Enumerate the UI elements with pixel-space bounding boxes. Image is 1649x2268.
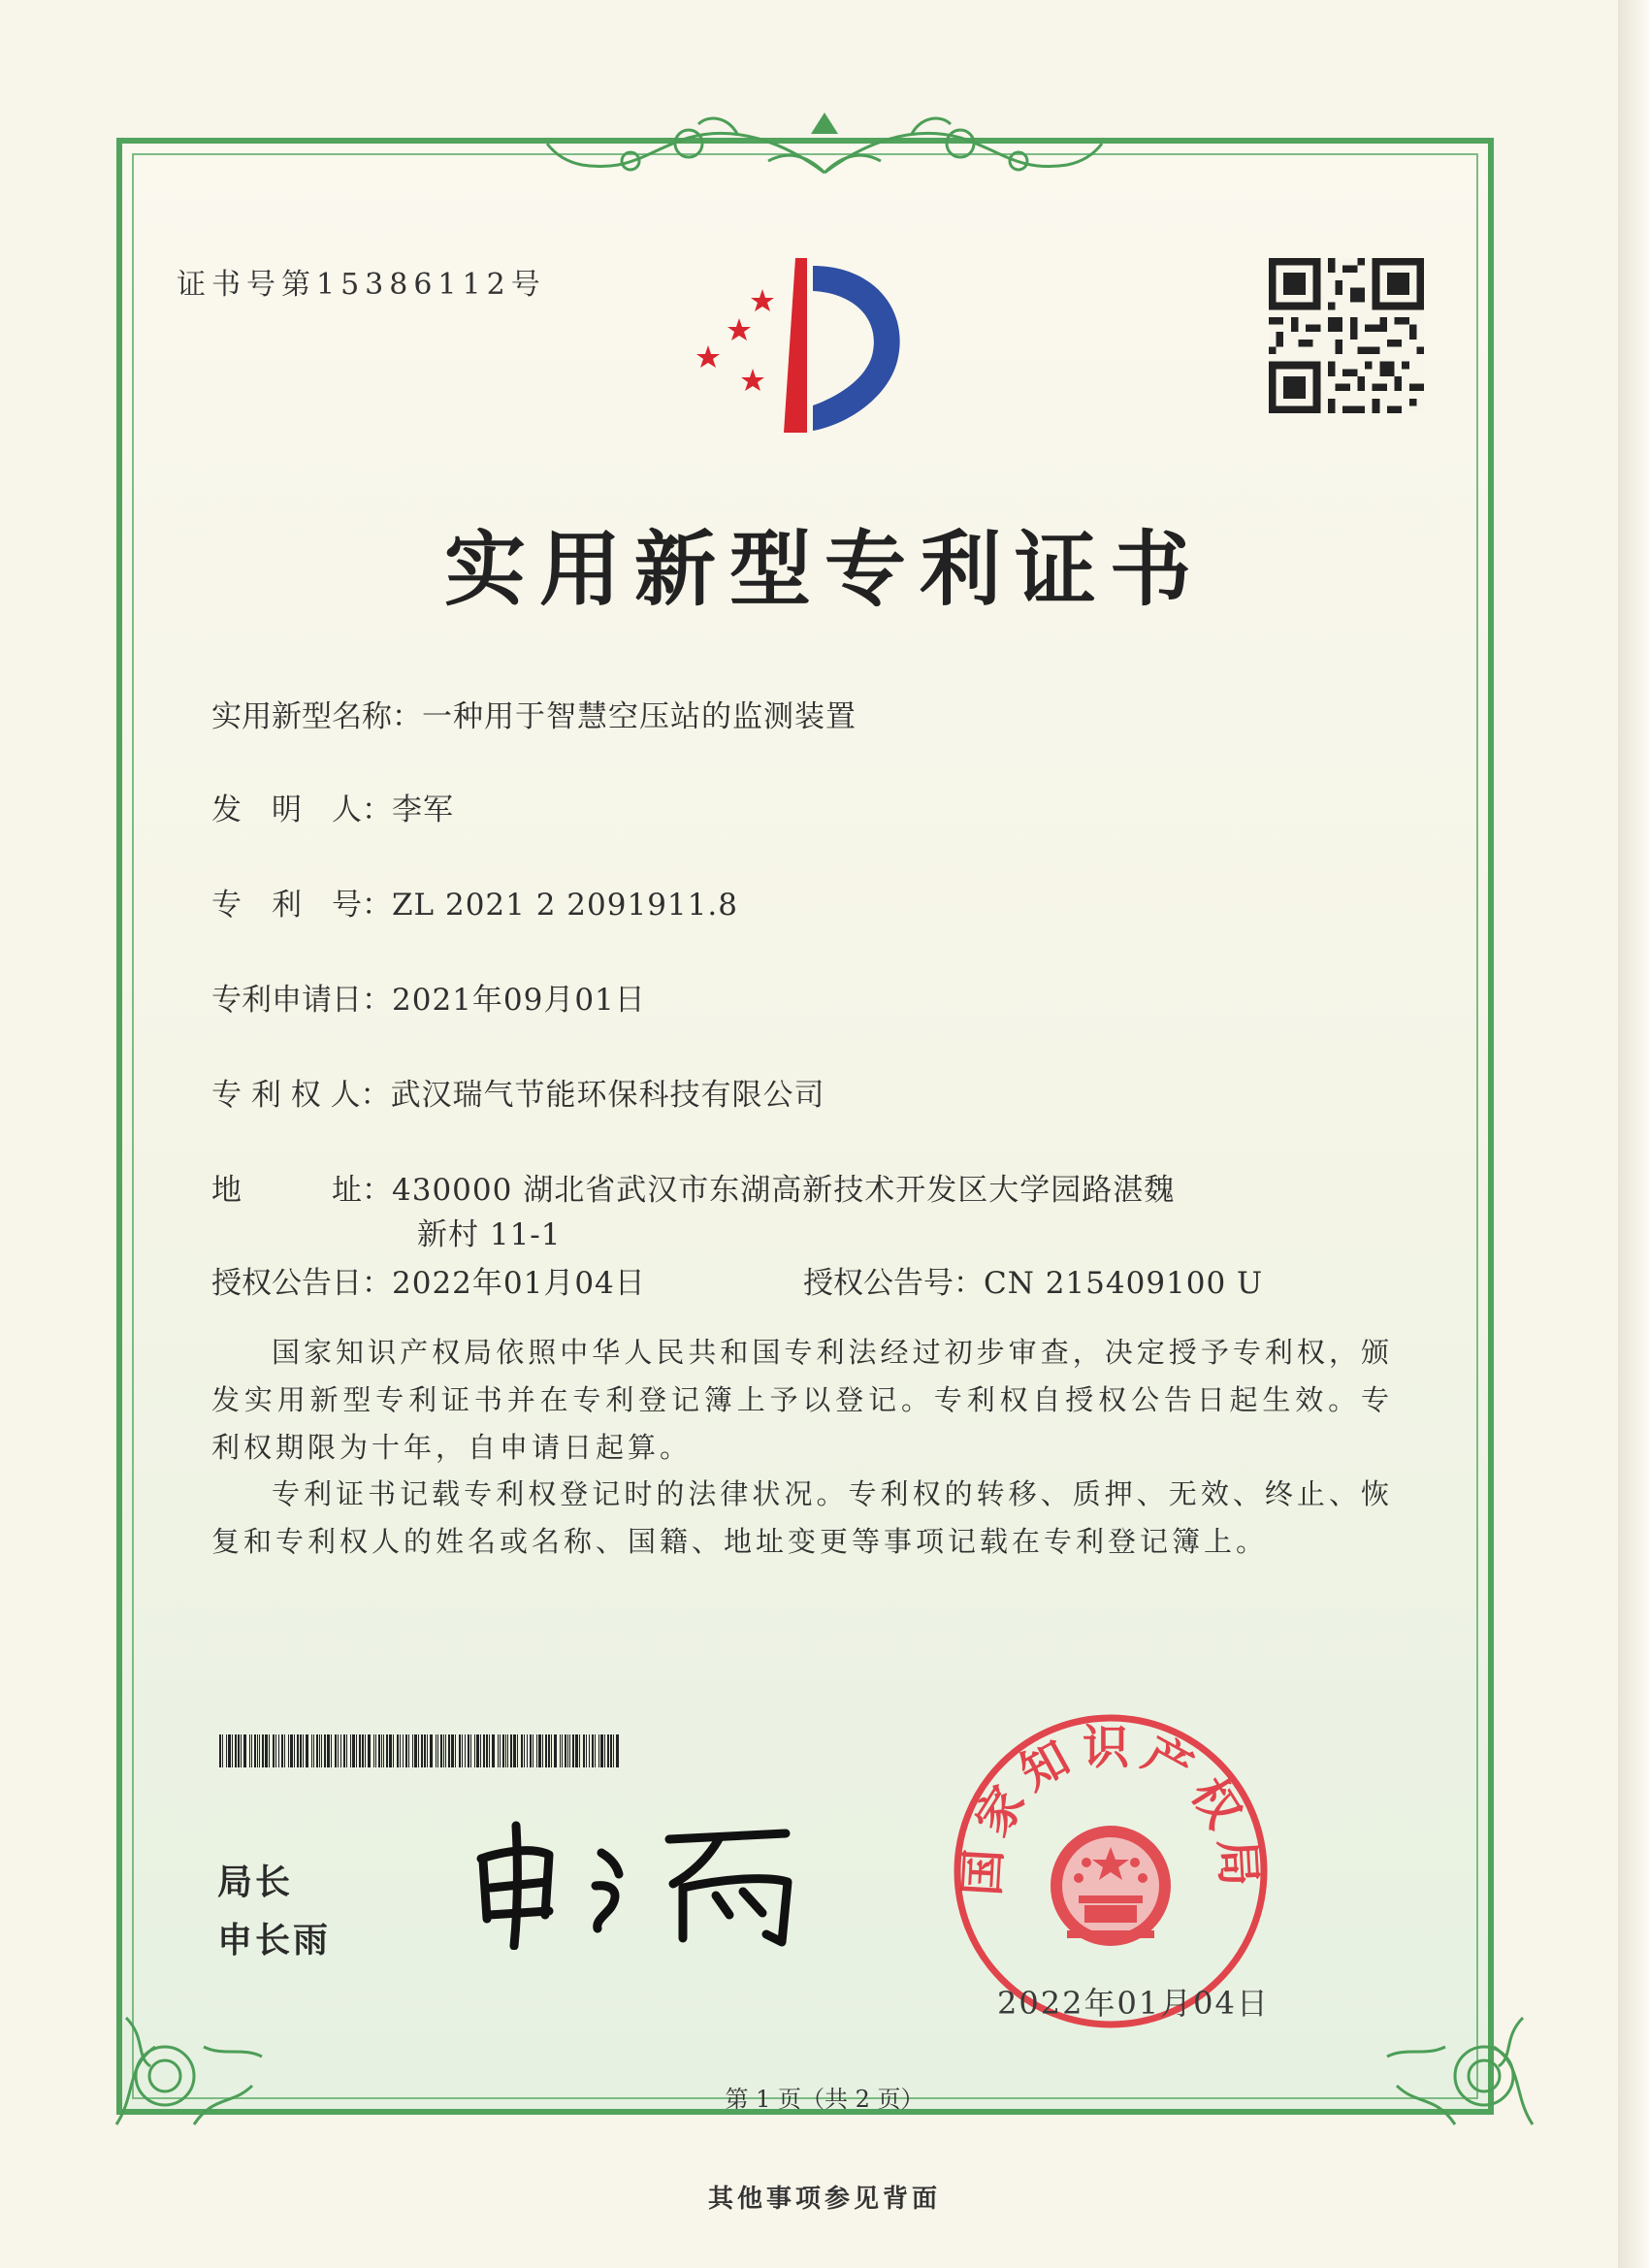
body-paragraph-2: 专利证书记载专利权登记时的法律状况。专利权的转移、质押、无效、终止、恢复和专利权人的姓名或名称、国籍、地址变更等事项记载在专利登记簿上。: [211, 1477, 1393, 1558]
grant-number-label: 授权公告号：: [803, 1266, 984, 1301]
grant-date-label: 授权公告日：: [211, 1266, 392, 1301]
patent-number-label: 专 利 号：: [211, 888, 392, 923]
filing-date-row: [211, 978, 646, 1022]
national-emblem-icon: [1051, 1826, 1171, 1946]
qr-code-icon: [1269, 258, 1424, 413]
inventor-label: 发 明 人：: [211, 793, 392, 827]
body-paragraph-1: 国家知识产权局依照中华人民共和国专利法经过初步审查，决定授予专利权，颁发实用新型专利证书并在专利登记簿上予以登记。专利权自授权公告日起生效。专利权期限为十年，自申请日起算。: [211, 1336, 1393, 1464]
address-label: 地 址：: [211, 1173, 392, 1208]
page-indicator: 第 1 页（共 2 页）: [725, 2086, 924, 2113]
address-value-line1: 430000 湖北省武汉市东湖高新技术开发区大学园路湛魏: [392, 1173, 1176, 1208]
patent-office-emblem-icon: [679, 250, 931, 444]
paper-edge: [1618, 0, 1649, 2268]
patent-number-value: ZL 2021 2 2091911.8: [392, 888, 738, 923]
patent-number-row: [211, 883, 738, 927]
patentee-label: 专 利 权 人：: [211, 1078, 391, 1113]
grant-number-row: [803, 1261, 1263, 1306]
corner-ornament-bottom-left: [97, 1979, 272, 2154]
certificate-inner-border: [132, 153, 1478, 2099]
inventor-row: [211, 788, 454, 832]
certificate-number: 证书号第15386112号: [177, 268, 546, 302]
patentee-value: 武汉瑞气节能环保科技有限公司: [390, 1078, 825, 1113]
model-name-row: [211, 695, 857, 739]
footer-note: 其他事项参见背面: [707, 2185, 941, 2214]
filing-date-value: 2021年09月01日: [392, 983, 646, 1018]
director-name: 申长雨: [217, 1920, 332, 1960]
grant-date-row: [211, 1261, 646, 1306]
address-value-line2: 新村 11-1: [417, 1217, 562, 1252]
model-name-value: 一种用于智慧空压站的监测装置: [422, 699, 857, 734]
model-name-label: 实用新型名称：: [211, 699, 422, 734]
top-ornament: [543, 105, 1106, 186]
seal-text: 国家知识产权局: [954, 1720, 1267, 1897]
certificate-title: 实用新型专利证书: [443, 521, 1205, 617]
director-signature: [466, 1814, 815, 1950]
address-row: [211, 1168, 1176, 1252]
corner-ornament-bottom-right: [1377, 1979, 1552, 2154]
barcode-icon: [219, 1734, 619, 1767]
inventor-value: 李军: [392, 793, 454, 827]
filing-date-label: 专利申请日：: [211, 983, 392, 1018]
seal-date: 2022年01月04日: [997, 1985, 1270, 2022]
grant-date-value: 2022年01月04日: [392, 1266, 646, 1301]
grant-number-value: CN 215409100 U: [984, 1266, 1264, 1301]
patentee-row: [211, 1073, 825, 1118]
director-title: 局长: [217, 1862, 294, 1902]
